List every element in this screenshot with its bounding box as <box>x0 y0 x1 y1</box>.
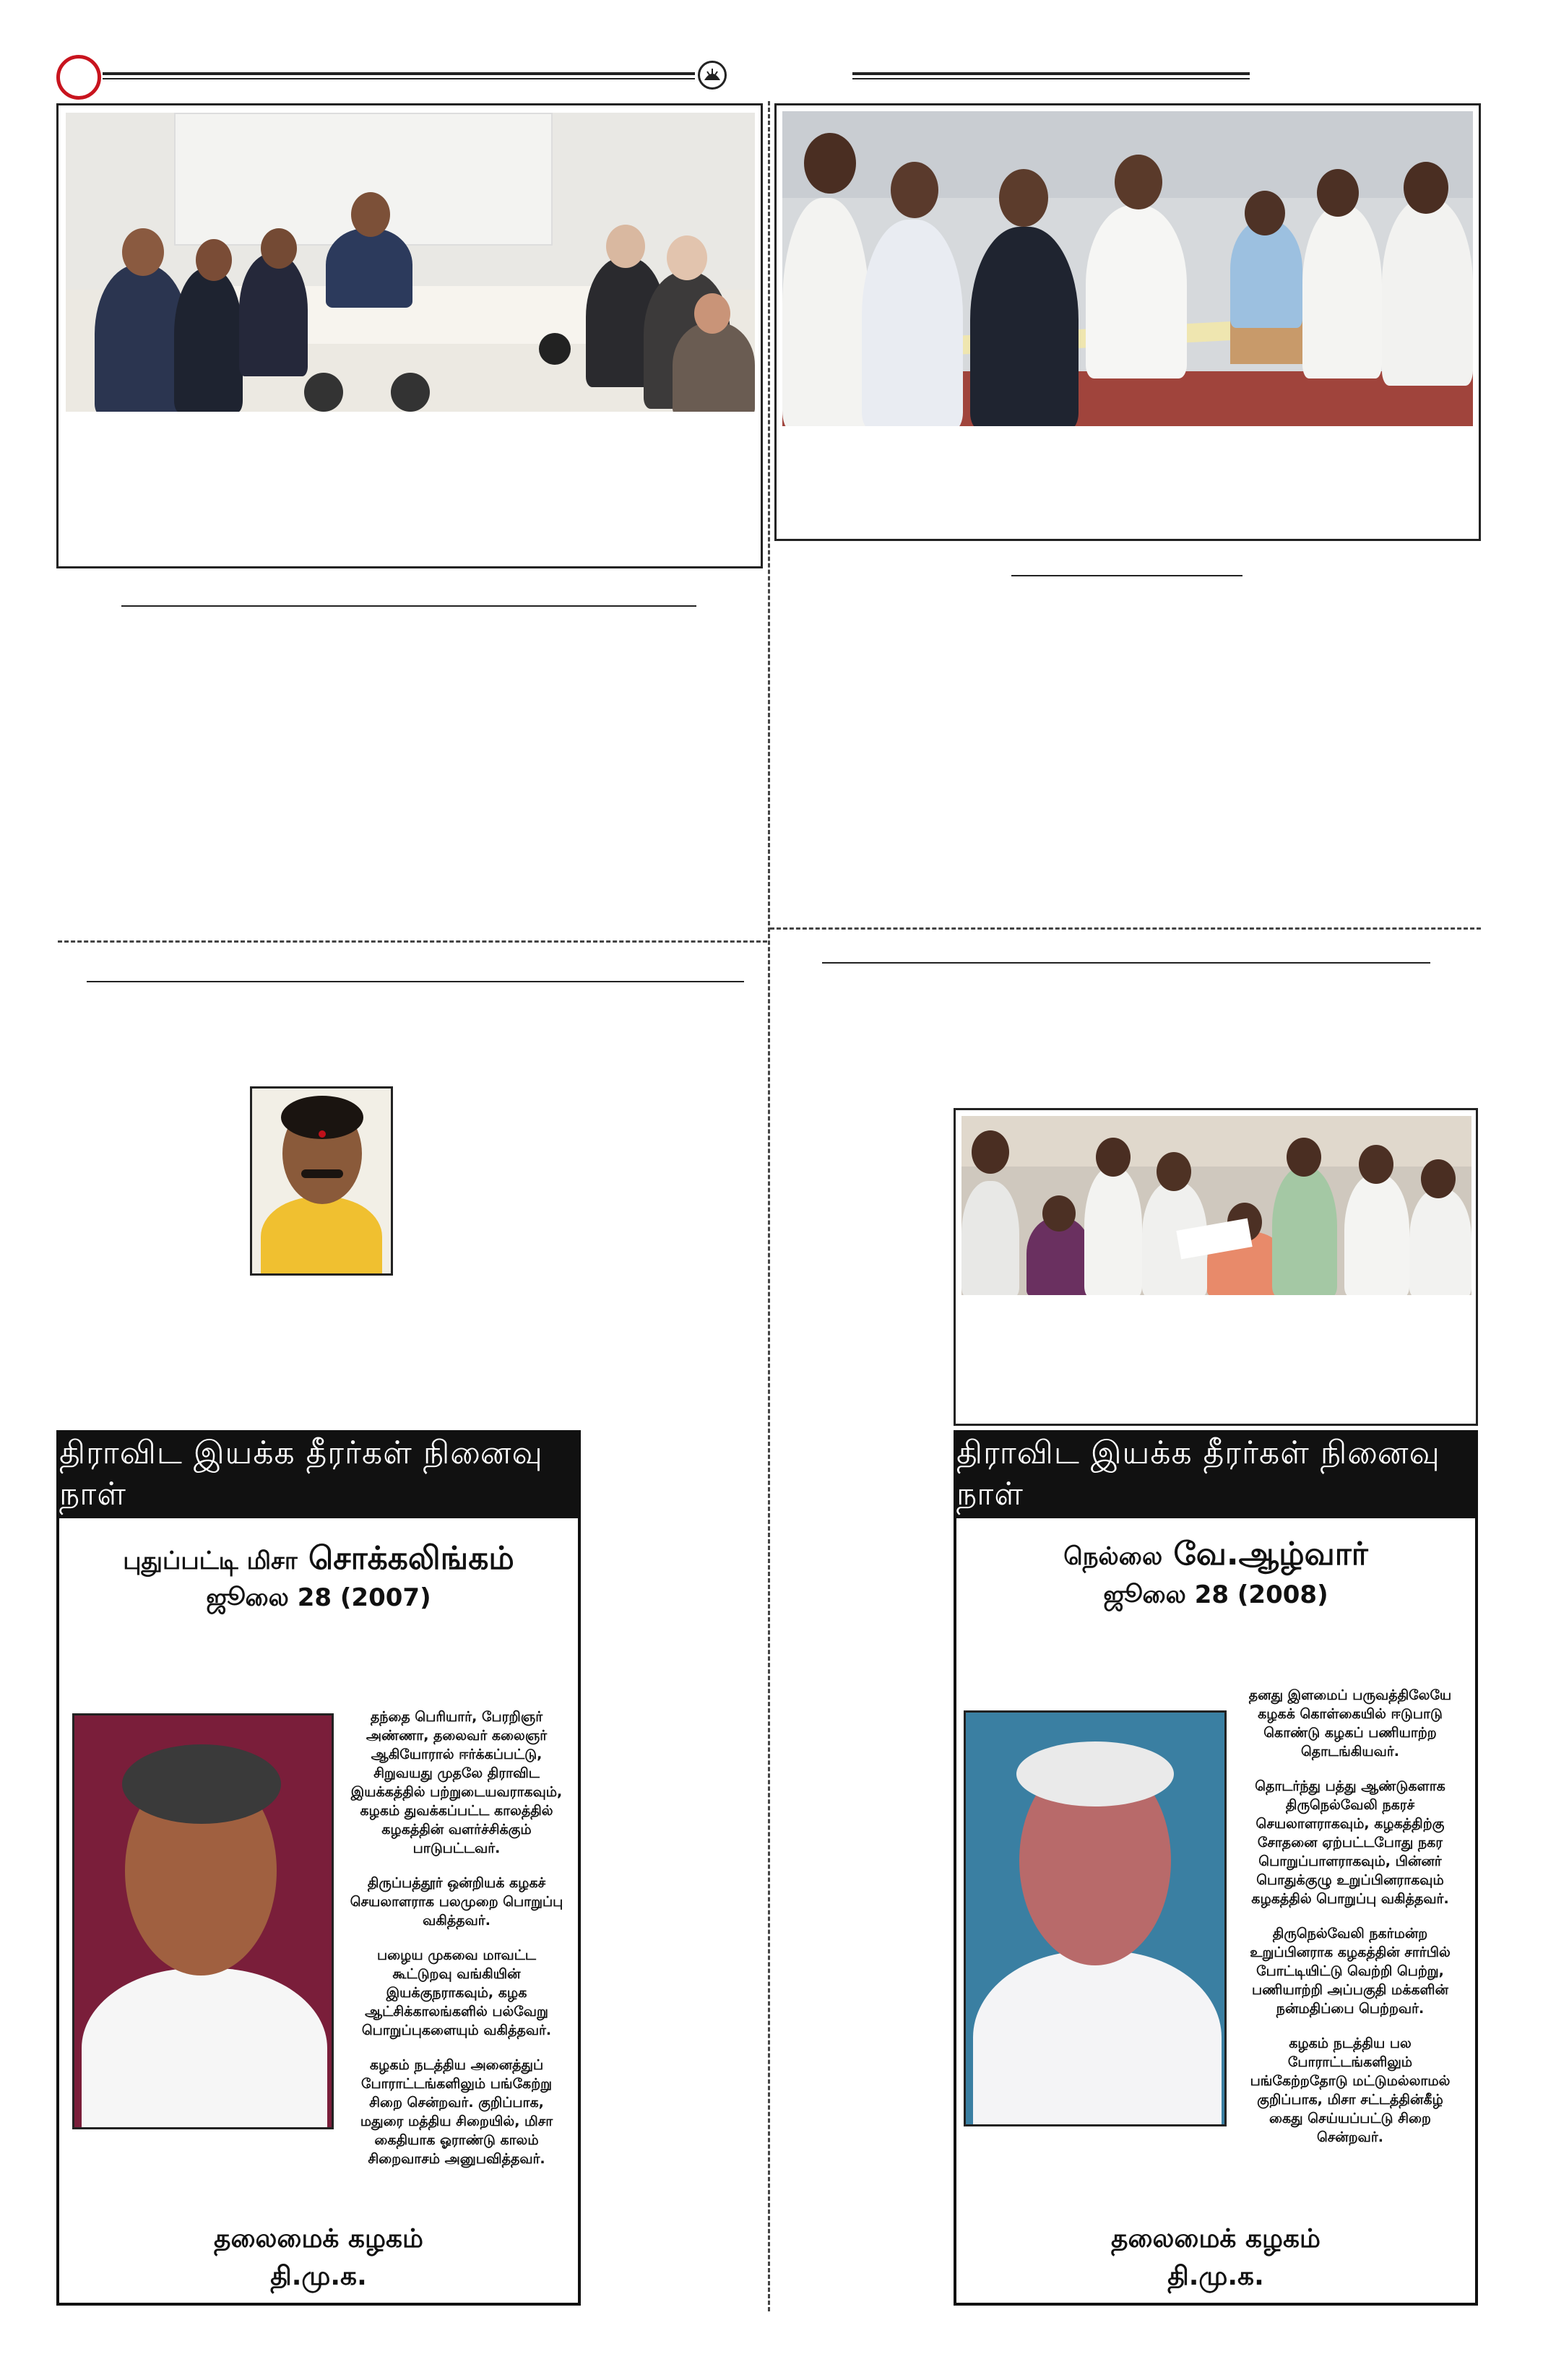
memorial-signature <box>59 2220 578 2295</box>
memorial-biography <box>348 1708 565 2184</box>
memorial-portrait <box>72 1713 334 2129</box>
biography-paragraph: கழகம் நடத்திய அனைத்துப் போராட்டங்களிலும் பங்கேற்று சிறை சென்றவர். குறிப்பாக, மதுரை மத்திய சிறையில், மிசா கைதியாக ஓராண்டு காலம் சிறைவாசம் அனுபவித்தவர். <box>360 2057 553 2167</box>
headline-rule-lower-right <box>822 962 1430 964</box>
memorial-date: ஜூலை 28 (2007) <box>206 1583 431 1612</box>
biography-paragraph: தனது இளமைப் பருவத்திலேயே கழகக் கொள்கையில் ஈடுபாடு கொண்டு கழகப் பணியாற்ற தொடங்கியவர். <box>1248 1687 1452 1760</box>
memorial-name-prefix: நெல்லை <box>1063 1542 1163 1571</box>
memorial-biography <box>1238 1686 1462 2163</box>
section-divider-right <box>770 927 1481 930</box>
biography-paragraph: திருநெல்வேலி நகர்மன்ற உறுப்பினராக கழகத்தின் சார்பில் போட்டியிட்டு வெற்றி பெற்று, பணியாற்றி அப்பகுதி மக்களின் நன்மதிப்பை பெற்றவர். <box>1250 1926 1451 2017</box>
memorial-date: ஜூலை 28 (2008) <box>1103 1580 1328 1609</box>
memorial-card-chokkalingam <box>56 1430 581 2306</box>
signature-line-1: தலைமைக் கழகம் <box>214 2224 423 2254</box>
biography-paragraph: தொடர்ந்து பத்து ஆண்டுகளாக திருநெல்வேலி நகரச் செயலாளராகவும், கழகத்திற்கு சோதனை ஏற்பட்டபோது நகர பொறுப்பாளராகவும், பின்னர் பொதுக்குழு உறுப்பினராகவும் கழகத்தில் பொறுப்பு வகித்தவர். <box>1251 1778 1449 1907</box>
memorial-name-prefix: புதுப்பட்டி மிசா <box>123 1546 298 1575</box>
memorial-heading: திராவிட இயக்க தீரர்கள் நினைவு நாள் <box>59 1433 578 1518</box>
headline-rule-lower-left <box>87 981 744 982</box>
memorial-name <box>956 1536 1475 1577</box>
memorial-signature <box>956 2220 1475 2295</box>
signature-line-2: தி.மு.க. <box>270 2262 367 2291</box>
exhibition-photo-frame <box>774 103 1481 541</box>
memorial-name-main: சொக்கலிங்கம் <box>308 1540 514 1577</box>
group-photo-frame <box>954 1108 1478 1426</box>
headline-rule-left <box>121 605 696 607</box>
rising-sun-emblem-icon <box>698 61 727 90</box>
small-portrait-photo <box>250 1086 393 1276</box>
meeting-photo <box>66 113 755 412</box>
biography-paragraph: தந்தை பெரியார், பேரறிஞர் அண்ணா, தலைவர் கலைஞர் ஆகியோரால் ஈர்க்கப்பட்டு, சிறுவயது முதலே திராவிட இயக்கத்தில் பற்றுடையவராகவும், கழகம் துவக்கப்பட்ட காலத்தில் கழகத்தின் வளர்ச்சிக்கும் பாடுபட்டவர். <box>350 1709 563 1856</box>
biography-paragraph: கழகம் நடத்திய பல போராட்டங்களிலும் பங்கேற்றதோடு மட்டுமல்லாமல் குறிப்பாக, மிசா சட்டத்தின்கீழ் கைது செய்யப்பட்டு சிறை சென்றவர். <box>1250 2035 1451 2145</box>
biography-paragraph: பழைய முகவை மாவட்ட கூட்டுறவு வங்கியின் இயக்குநராகவும், கழக ஆட்சிக்காலங்களில் பல்வேறு பொறுப்புகளையும் வகித்தவர். <box>361 1947 552 2038</box>
memorial-heading: திராவிட இயக்க தீரர்கள் நினைவு நாள் <box>956 1433 1475 1518</box>
headline-rule-right <box>1011 575 1242 576</box>
meeting-photo-frame <box>56 103 763 568</box>
memorial-card-azhwar <box>954 1430 1478 2306</box>
header-rule-right <box>852 72 1250 75</box>
signature-line-1: தலைமைக் கழகம் <box>1111 2224 1321 2254</box>
page-number-circle <box>56 55 101 100</box>
exhibition-photo <box>782 111 1473 426</box>
column-divider <box>768 101 770 2311</box>
header-rule-right-thin <box>852 78 1250 79</box>
page-header <box>0 0 1543 101</box>
memorial-name <box>59 1540 578 1581</box>
section-divider-left <box>58 940 767 943</box>
header-rule-thin <box>103 78 695 79</box>
group-photo <box>961 1116 1471 1295</box>
memorial-portrait <box>964 1710 1227 2126</box>
memorial-name-main: வே.ஆழ்வார் <box>1173 1536 1368 1572</box>
biography-paragraph: திருப்பத்தூர் ஒன்றியக் கழகச் செயலாளராக பலமுறை பொறுப்பு வகித்தவர். <box>350 1875 563 1929</box>
signature-line-2: தி.மு.க. <box>1167 2262 1264 2291</box>
header-rule <box>103 72 695 75</box>
